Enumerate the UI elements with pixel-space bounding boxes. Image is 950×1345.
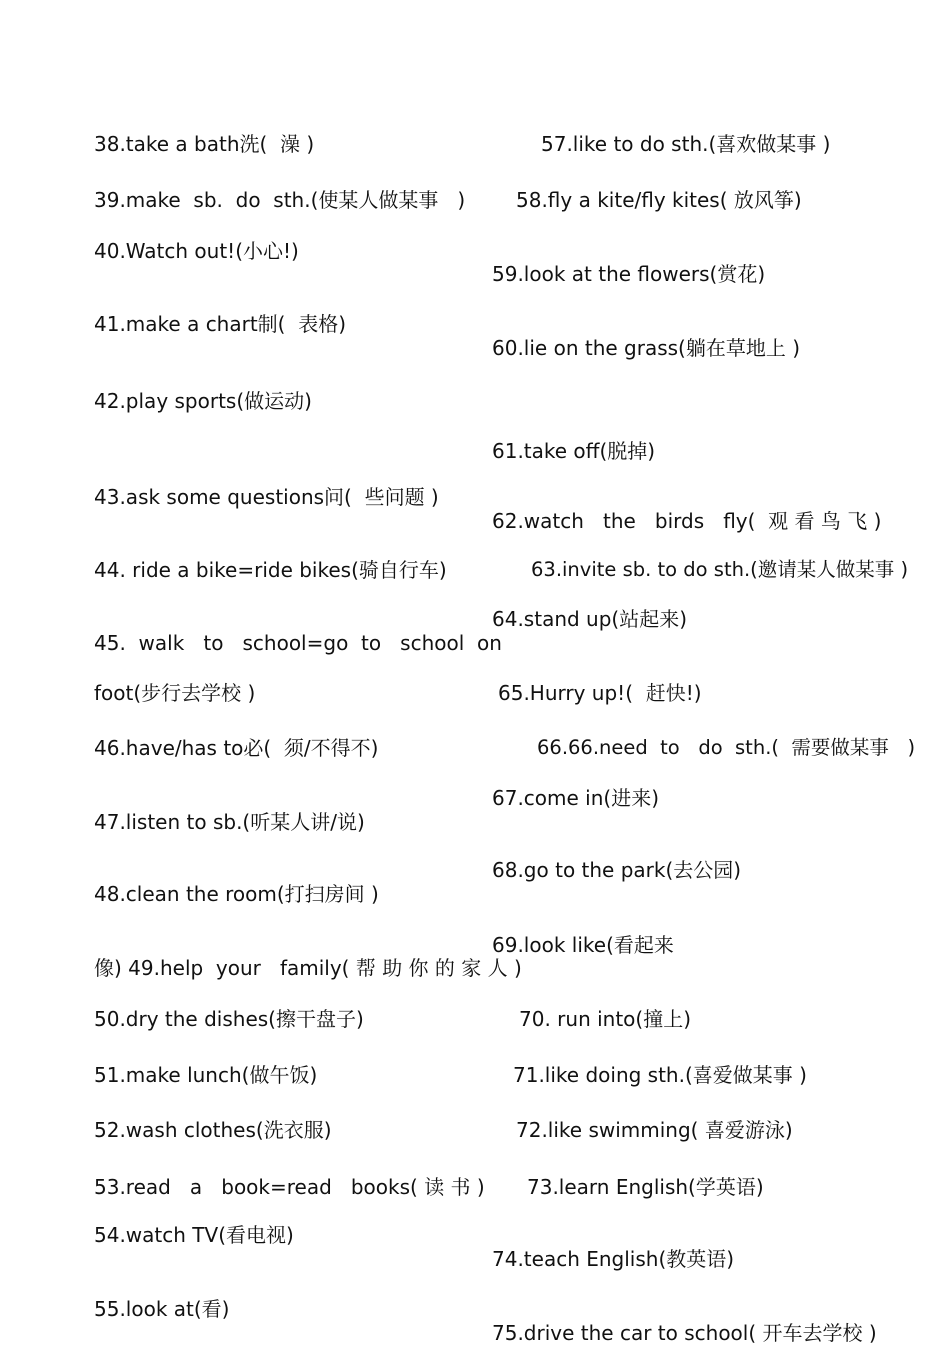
phrase-75: 75.drive the car to school( 开车去学校 ) <box>492 1321 877 1345</box>
phrase-64: 64.stand up(站起来) <box>492 607 688 631</box>
phrase-54: 54.watch TV(看电视) <box>94 1223 294 1247</box>
phrase-58: 58.fly a kite/fly kites( 放风筝) <box>516 188 802 212</box>
phrase-42: 42.play sports(做运动) <box>94 389 312 413</box>
phrase-49: 像) 49.help your family( 帮 助 你 的 家 人 ) <box>94 956 522 980</box>
phrase-71: 71.like doing sth.(喜爱做某事 ) <box>513 1063 807 1087</box>
phrase-62: 62.watch the birds fly( 观 看 鸟 飞 ) <box>492 509 882 533</box>
phrase-72: 72.like swimming( 喜爱游泳) <box>516 1118 793 1142</box>
phrase-39: 39.make sb. do sth.(使某人做某事 ) <box>94 188 466 212</box>
phrase-53: 53.read a book=read books( 读 书 ) <box>94 1175 485 1199</box>
phrase-57: 57.like to do sth.(喜欢做某事 ) <box>541 132 831 156</box>
phrase-68: 68.go to the park(去公园) <box>492 858 742 882</box>
phrase-69: 69.look like(看起来 <box>492 933 674 957</box>
phrase-48: 48.clean the room(打扫房间 ) <box>94 882 379 906</box>
phrase-74: 74.teach English(教英语) <box>492 1247 735 1271</box>
phrase-59: 59.look at the flowers(赏花) <box>492 262 766 286</box>
phrase-43: 43.ask some questions问( 些问题 ) <box>94 485 439 509</box>
phrase-45-cont: foot(步行去学校 ) <box>94 681 256 705</box>
phrase-46: 46.have/has to必( 须/不得不) <box>94 736 379 760</box>
phrase-66: 66.66.need to do sth.( 需要做某事 ) <box>537 736 916 759</box>
phrase-52: 52.wash clothes(洗衣服) <box>94 1118 332 1142</box>
phrase-50: 50.dry the dishes(擦干盘子) <box>94 1007 364 1031</box>
phrase-51: 51.make lunch(做午饭) <box>94 1063 318 1087</box>
phrase-67: 67.come in(进来) <box>492 786 660 810</box>
phrase-55: 55.look at(看) <box>94 1297 230 1321</box>
phrase-65: 65.Hurry up!( 赶快!) <box>498 681 702 705</box>
phrase-44: 44. ride a bike=ride bikes(骑自行车) <box>94 558 447 582</box>
phrase-60: 60.lie on the grass(躺在草地上 ) <box>492 336 801 360</box>
phrase-38: 38.take a bath洗( 澡 ) <box>94 132 315 156</box>
phrase-63: 63.invite sb. to do sth.(邀请某人做某事 ) <box>531 558 909 581</box>
phrase-41: 41.make a chart制( 表格) <box>94 312 347 336</box>
phrase-47: 47.listen to sb.(听某人讲/说) <box>94 810 365 834</box>
phrase-45: 45. walk to school=go to school on <box>94 631 502 655</box>
phrase-70: 70. run into(撞上) <box>519 1007 692 1031</box>
phrase-40: 40.Watch out!(小心!) <box>94 239 299 263</box>
phrase-61: 61.take off(脱掉) <box>492 439 656 463</box>
phrase-73: 73.learn English(学英语) <box>527 1175 764 1199</box>
